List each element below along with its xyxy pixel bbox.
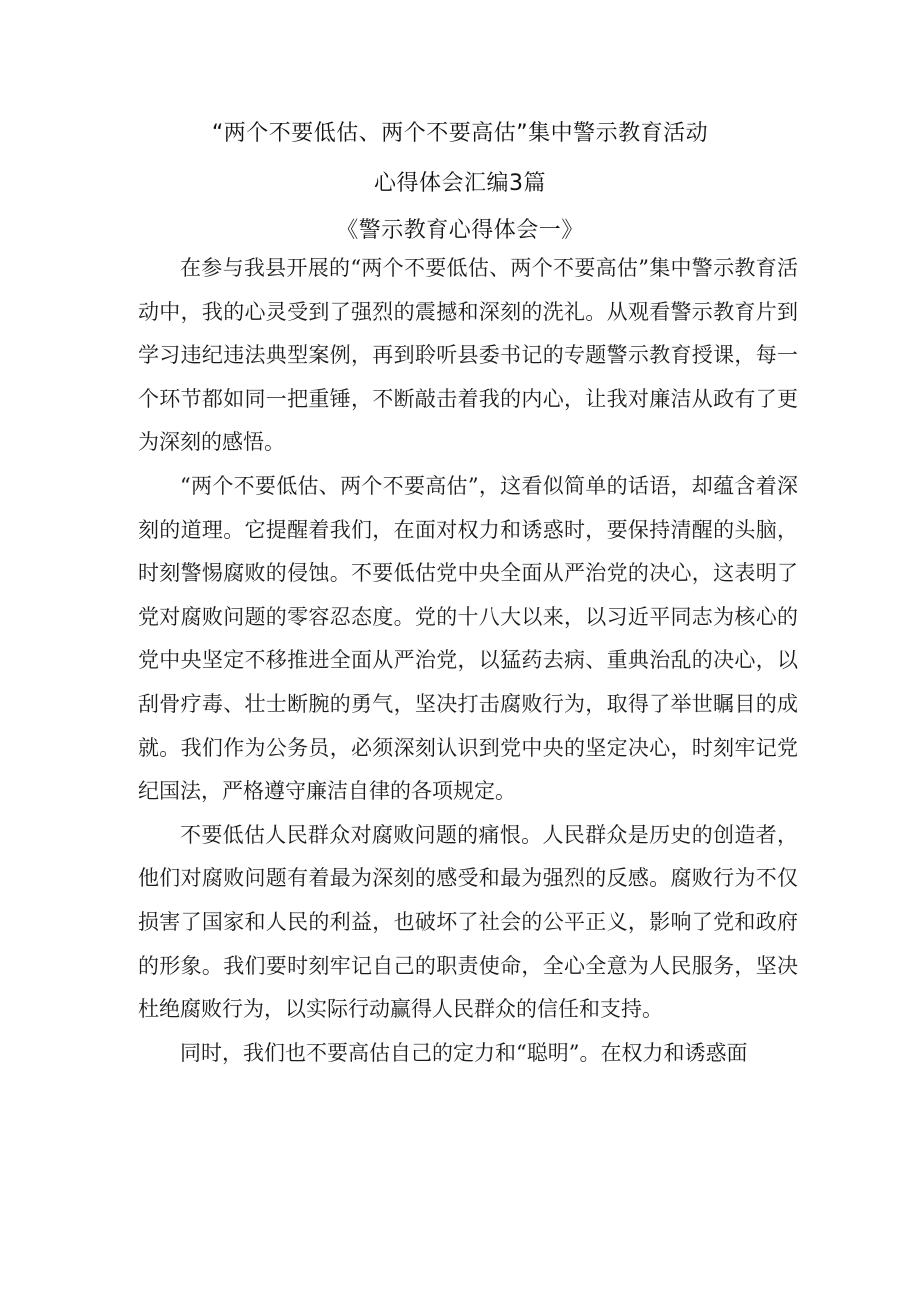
section-title: 《警示教育心得体会一》 — [336, 218, 584, 243]
document-body — [138, 247, 798, 1075]
paragraph: 同时，我们也不要高估自己的定力和“聪明”。在权力和诱惑面 — [180, 1040, 748, 1065]
document-title: “两个不要低估、两个不要高估”集中警示教育活动 — [211, 121, 709, 146]
paragraph: 在参与我县开展的“两个不要低估、两个不要高估”集中警示教育活动中，我的心灵受到了强烈的震撼和深刻的洗礼。从观看警示教育片到学习违纪违法典型案例，再到聆听县委书记的专题警示教育授课，每一个环节都如同一把重锤，不断敲击着我的内心，让我对廉洁从政有了更为深刻的感悟。 — [138, 256, 798, 455]
paragraph: “两个不要低估、两个不要高估”，这看似简单的话语，却蕴含着深刻的道理。它提醒着我们，在面对权力和诱惑时，要保持清醒的头脑，时刻警惕腐败的侵蚀。不要低估党中央全面从严治党的决心，这表明了党对腐败问题的零容忍态度。党的十八大以来，以习近平同志为核心的党中央坚定不移推进全面从严治党，以猛药去病、重典治乱的决心，以刮骨疗毒、壮士断腕的勇气，坚决打击腐败行为，取得了举世瞩目的成就。我们作为公务员，必须深刻认识到党中央的坚定决心，时刻牢记党纪国法，严格遵守廉洁自律的各项规定。 — [138, 473, 798, 804]
paragraph: 不要低估人民群众对腐败问题的痛恨。人民群众是历史的创造者，他们对腐败问题有着最为深刻的感受和最为强烈的反感。腐败行为不仅损害了国家和人民的利益，也破坏了社会的公平正义，影响了党和政府的形象。我们要时刻牢记自己的职责使命，全心全意为人民服务，坚决杜绝腐败行为，以实际行动赢得人民群众的信任和支持。 — [138, 822, 798, 1022]
document-subtitle: 心得体会汇编3篇 — [374, 171, 546, 196]
